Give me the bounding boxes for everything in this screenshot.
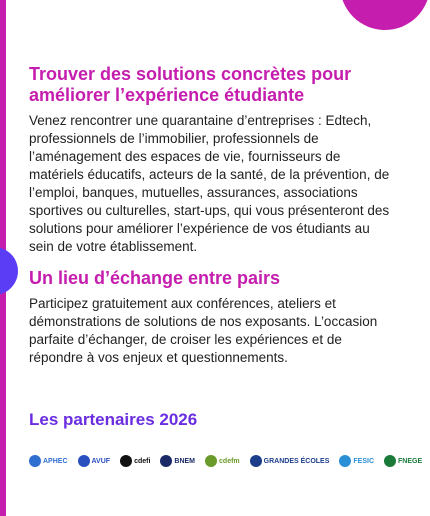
- partner-logo-6[interactable]: FESIC: [339, 455, 374, 467]
- partners-title: Les partenaires 2026: [29, 410, 198, 429]
- partner-logo-4[interactable]: cdefm: [205, 455, 240, 467]
- main-content: [29, 64, 397, 367]
- fnege-logo-icon: [384, 455, 396, 467]
- section2-text: Participez gratuitement aux conférences, ateliers et démonstrations de solutions de nos exposants. L’occasion parfaite d’échanger, de croiser les expériences et de répondre à vos enjeux et questionnements.: [29, 296, 378, 365]
- cdefi-logo-icon: [120, 455, 132, 467]
- fesic-logo-icon: [339, 455, 351, 467]
- partner-logo-0[interactable]: APHEC: [29, 455, 68, 467]
- section1-text: Venez rencontrer une quarantaine d’entreprises : Edtech, professionnels de l’immobilier, professionnels de l’aménagement des espaces de vie, fournisseurs de matériels éducatifs, acteurs de la santé, de la prévention, de l’emploi, banques, mutuelles, assurances, associations sportives ou culturelles, start-ups, qui vous présenteront des solutions pour améliorer l’expérience de vos étudiants au sein de votre établissement.: [29, 113, 390, 254]
- partners-logo-row: [29, 446, 423, 476]
- cdefm-logo-icon: [205, 455, 217, 467]
- partner-logo-1[interactable]: AVUF: [78, 455, 111, 467]
- partner-logo-7[interactable]: FNEGE: [384, 455, 422, 467]
- partner-logo-3[interactable]: BNEM: [160, 455, 195, 467]
- cge-logo-icon: [250, 455, 262, 467]
- bnem-logo-icon: [160, 455, 172, 467]
- section1-title: Trouver des solutions concrètes pour améliorer l’expérience étudiante: [29, 64, 352, 105]
- side-decoration-circle: [0, 247, 18, 295]
- partner-logo-5[interactable]: GRANDES ÉCOLES: [250, 455, 330, 467]
- section2-title: Un lieu d’échange entre pairs: [29, 268, 281, 288]
- corner-decoration-circle: [340, 0, 430, 30]
- partner-logo-2[interactable]: cdefi: [120, 455, 150, 467]
- avuf-logo-icon: [78, 455, 90, 467]
- aphec-logo-icon: [29, 455, 41, 467]
